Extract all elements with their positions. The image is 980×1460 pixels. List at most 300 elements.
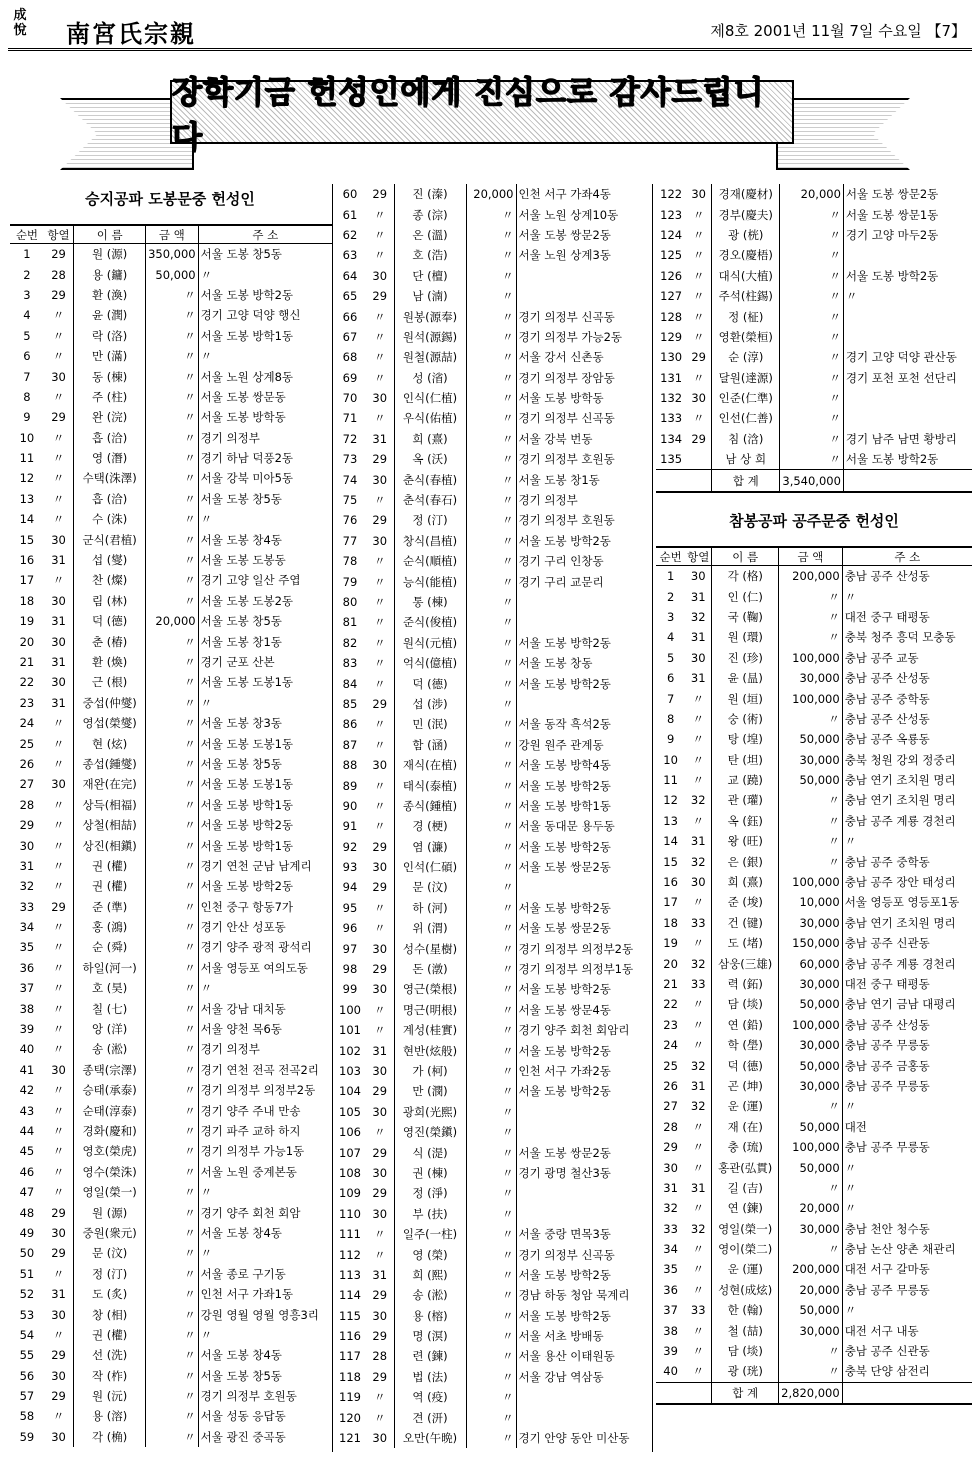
table-row <box>10 815 332 835</box>
row-name: 문 (汶) <box>394 877 466 897</box>
row-name: 역 (疫) <box>394 1387 466 1407</box>
row-number: 27 <box>663 1099 678 1114</box>
row-generation: 〃 <box>692 1364 704 1379</box>
row-number: 106 <box>339 1125 361 1140</box>
row-amount: 〃 <box>466 1061 516 1081</box>
row-name: 현 (炫) <box>74 733 146 753</box>
table-row <box>334 653 650 673</box>
row-number: 12 <box>663 793 678 808</box>
row-generation: 30 <box>51 593 66 608</box>
row-amount: 〃 <box>466 1163 516 1183</box>
row-generation: 29 <box>51 1389 66 1404</box>
row-address: 충남 공주 계룡 경천리 <box>844 956 956 971</box>
table-row <box>656 1300 972 1320</box>
table-row <box>10 693 332 713</box>
row-amount: 100,000 <box>779 1015 843 1035</box>
row-number: 35 <box>19 940 35 955</box>
row-amount: 〃 <box>466 368 516 388</box>
table-row <box>334 796 650 816</box>
table-row <box>10 1080 332 1100</box>
table-row <box>656 1076 972 1096</box>
row-amount: 〃 <box>146 529 199 549</box>
row-generation: 〃 <box>52 940 65 955</box>
row-name: 진 (珍) <box>712 648 779 668</box>
row-number: 6 <box>666 671 675 686</box>
row-address: 서울 강북 미아5동 <box>200 471 294 486</box>
table-row <box>656 204 972 224</box>
row-amount: 〃 <box>146 1406 199 1426</box>
row-amount: 50,000 <box>779 1117 843 1137</box>
row-generation: 〃 <box>374 1023 386 1038</box>
row-amount: 〃 <box>146 958 199 978</box>
table-row <box>10 591 332 611</box>
table-row <box>656 1117 972 1137</box>
row-name: 종식(鍾植) <box>394 796 466 816</box>
table-row <box>334 306 650 326</box>
table-row <box>334 551 650 571</box>
row-number: 73 <box>342 452 358 467</box>
row-name: 오만(午晩) <box>394 1428 466 1448</box>
row-number: 21 <box>19 655 35 669</box>
row-generation: 31 <box>690 589 706 604</box>
table-row <box>334 816 650 836</box>
row-generation: 30 <box>372 982 388 997</box>
row-number: 33 <box>663 1221 678 1236</box>
row-generation: 30 <box>690 875 706 890</box>
row-amount: 50,000 <box>779 1055 843 1075</box>
row-generation: 29 <box>51 1205 66 1220</box>
table-row <box>334 898 650 918</box>
row-amount: 30,000 <box>779 913 843 933</box>
row-name: 하일(河一) <box>74 958 146 978</box>
row-number: 87 <box>342 737 358 752</box>
row-address <box>516 266 650 286</box>
row-address: 경기 의정부 장암동 <box>518 370 615 385</box>
row-number: 34 <box>19 920 35 935</box>
table-row <box>10 856 332 876</box>
row-amount: 〃 <box>146 795 199 815</box>
table-row <box>10 509 332 529</box>
row-generation: 30 <box>372 391 388 406</box>
row-number: 96 <box>342 921 358 936</box>
row-generation: 31 <box>690 671 706 686</box>
row-generation: 29 <box>372 1186 388 1201</box>
table-row <box>334 1367 650 1387</box>
row-name: 왕 (旺) <box>712 831 779 851</box>
table-row <box>656 913 972 933</box>
col-header-name: 이 름 <box>712 547 779 566</box>
row-address: 서울 도봉 방학4동 <box>518 758 611 773</box>
row-name: 흡 (洽) <box>74 489 146 509</box>
table-row <box>656 688 972 708</box>
row-address: 경남 하동 청암 묵계리 <box>518 1288 630 1303</box>
row-name: 동 (棟) <box>74 366 146 386</box>
table-row <box>656 668 972 688</box>
row-address: 서울 도봉 방학2동 <box>518 1084 611 1099</box>
row-amount: 〃 <box>466 551 516 571</box>
row-name: 원 (垣) <box>712 688 779 708</box>
table-row <box>334 633 650 653</box>
row-address: 서울 도봉 창1동 <box>518 472 600 487</box>
row-amount: 〃 <box>466 1020 516 1040</box>
row-generation: 〃 <box>692 936 704 951</box>
row-amount: 〃 <box>780 225 844 245</box>
row-amount: 〃 <box>466 245 516 265</box>
row-amount: 〃 <box>466 1183 516 1203</box>
row-amount: 〃 <box>146 448 199 468</box>
row-number: 37 <box>19 981 35 996</box>
row-address <box>843 245 972 265</box>
row-name: 위 (渭) <box>394 918 466 938</box>
row-number: 62 <box>342 227 358 242</box>
row-address: 경기 양주 회천 회암리 <box>518 1023 630 1038</box>
row-generation: 30 <box>372 1104 388 1119</box>
banner-box <box>170 75 794 156</box>
row-number: 8 <box>23 389 31 404</box>
row-number: 64 <box>342 268 358 283</box>
table-row <box>10 1039 332 1059</box>
masthead-seal: 成悅 <box>13 8 27 38</box>
row-generation: 〃 <box>52 349 65 364</box>
row-address: 서울 도봉 쌍문2동 <box>845 187 939 202</box>
row-address: 경기 의정부 호원동 <box>200 1389 297 1404</box>
row-amount: 150,000 <box>779 933 843 953</box>
row-amount: 〃 <box>466 449 516 469</box>
row-generation: 30 <box>372 941 388 956</box>
row-address: 경기 고양 덕양 관산동 <box>845 350 957 365</box>
table-row <box>334 775 650 795</box>
row-number: 29 <box>19 818 35 833</box>
row-generation: 29 <box>51 1348 66 1363</box>
total-amount: 3,540,000 <box>780 470 844 492</box>
row-amount: 〃 <box>466 469 516 489</box>
row-number: 99 <box>342 982 358 997</box>
row-name: 영섭(榮燮) <box>74 713 146 733</box>
row-amount: 〃 <box>779 709 843 729</box>
row-amount: 〃 <box>780 204 844 224</box>
row-name: 숭 (術) <box>712 709 779 729</box>
row-generation: 〃 <box>692 1242 704 1257</box>
row-name: 태식(泰植) <box>394 775 466 795</box>
row-amount: 30,000 <box>779 668 843 688</box>
row-amount: 〃 <box>466 1407 516 1427</box>
row-number: 53 <box>19 1307 35 1322</box>
row-amount: 〃 <box>466 775 516 795</box>
table-row <box>10 285 332 305</box>
row-name: 원 (沅) <box>74 1386 146 1406</box>
row-name: 재식(在植) <box>394 755 466 775</box>
row-address <box>516 877 650 897</box>
row-address: 강원 원주 관계동 <box>518 737 604 752</box>
row-address: 〃 <box>844 589 857 604</box>
table-row <box>334 245 650 265</box>
row-name: 인석(仁碩) <box>394 857 466 877</box>
table-row <box>334 612 650 632</box>
row-number: 91 <box>342 819 358 834</box>
row-address: 서울 도봉 방학동 <box>518 391 604 406</box>
row-amount: 〃 <box>146 733 199 753</box>
row-address: 〃 <box>845 289 858 304</box>
row-amount: 〃 <box>466 979 516 999</box>
row-amount: 〃 <box>466 347 516 367</box>
row-address: 서울 도봉 창4동 <box>200 1225 282 1240</box>
page-header <box>8 6 972 51</box>
table-row <box>334 327 650 347</box>
row-address <box>516 1204 650 1224</box>
table-row <box>10 1182 332 1202</box>
row-name: 림 (林) <box>74 591 146 611</box>
row-address <box>516 1122 650 1142</box>
total-row <box>656 1382 972 1404</box>
row-generation: 31 <box>690 1078 706 1093</box>
row-generation: 30 <box>372 533 388 548</box>
row-number: 37 <box>663 1303 678 1318</box>
row-amount: 100,000 <box>779 688 843 708</box>
row-name: 운 (運) <box>712 1259 779 1279</box>
row-generation: 30 <box>372 860 388 875</box>
row-number: 59 <box>19 1429 35 1444</box>
table-row <box>10 448 332 468</box>
row-address: 서울 도봉 방학2동 <box>200 818 294 833</box>
row-number: 60 <box>342 187 358 202</box>
row-address: 경기 의정부 의정부1동 <box>518 962 634 977</box>
row-generation: 〃 <box>692 773 704 788</box>
table-row <box>656 1198 972 1218</box>
row-name: 능식(能植) <box>394 571 466 591</box>
row-amount: 200,000 <box>779 1259 843 1279</box>
row-generation: 30 <box>51 634 66 649</box>
row-address: 경기 구리 교문리 <box>518 574 604 589</box>
row-amount: 〃 <box>146 774 199 794</box>
row-generation: 〃 <box>52 858 65 873</box>
row-amount: 〃 <box>146 856 199 876</box>
total-amount: 2,820,000 <box>779 1382 843 1404</box>
row-generation: 32 <box>690 793 706 808</box>
row-amount: 50,000 <box>146 264 199 284</box>
row-generation: 32 <box>690 854 706 869</box>
table-row <box>656 953 972 973</box>
row-amount: 〃 <box>146 489 199 509</box>
table-row <box>334 673 650 693</box>
row-address: 서울 강서 신촌동 <box>518 350 604 365</box>
row-name: 성수(星樹) <box>394 938 466 958</box>
row-name: 법 (法) <box>394 1367 466 1387</box>
row-number: 130 <box>660 350 683 365</box>
row-number: 4 <box>666 630 675 645</box>
row-address: 경기 안산 성포동 <box>200 920 286 935</box>
row-number: 111 <box>339 1227 361 1242</box>
row-generation: 〃 <box>692 411 705 426</box>
row-name: 연 (鉛) <box>712 1015 779 1035</box>
table-row <box>10 550 332 570</box>
table-row <box>10 998 332 1018</box>
row-generation: 〃 <box>692 752 704 767</box>
row-number: 92 <box>342 839 358 854</box>
table-row <box>10 1202 332 1222</box>
row-name: 순 (淳) <box>712 347 780 367</box>
table-row <box>10 652 332 672</box>
row-number: 1 <box>23 247 31 262</box>
row-address: 충남 공주 교동 <box>844 650 919 665</box>
row-address: 서울 도봉 창4동 <box>200 532 282 547</box>
row-amount: 〃 <box>466 327 516 347</box>
row-generation: 〃 <box>374 574 386 589</box>
row-address <box>516 1387 650 1407</box>
row-name: 국 (鞠) <box>712 607 779 627</box>
row-address <box>516 286 650 306</box>
row-number: 47 <box>19 1185 35 1200</box>
row-number: 4 <box>23 308 31 323</box>
row-number: 48 <box>19 1205 35 1220</box>
row-number: 12 <box>19 471 35 486</box>
row-name: 달원(達源) <box>712 368 780 388</box>
row-name: 수택(洙澤) <box>74 468 146 488</box>
row-number: 44 <box>19 1123 35 1138</box>
row-amount: 20,000 <box>779 1198 843 1218</box>
row-name: 승태(承泰) <box>74 1080 146 1100</box>
row-amount: 〃 <box>146 937 199 957</box>
row-amount: 〃 <box>146 713 199 733</box>
row-generation: 30 <box>372 472 388 487</box>
col-header-amount: 금 액 <box>146 225 199 244</box>
row-address: 경기 구리 인창동 <box>518 554 604 569</box>
row-generation: 〃 <box>374 350 386 365</box>
row-address: 서울 광진 중곡동 <box>200 1429 286 1444</box>
row-number: 16 <box>663 875 678 890</box>
row-number: 70 <box>342 391 358 406</box>
row-generation: 〃 <box>374 248 386 263</box>
row-name: 통 (棟) <box>394 592 466 612</box>
table-row <box>334 1428 650 1448</box>
row-generation: 〃 <box>692 309 705 324</box>
table-row <box>656 566 972 587</box>
table-row <box>10 264 332 284</box>
row-generation: 〃 <box>52 716 65 731</box>
table-row <box>10 917 332 937</box>
row-name: 련 (鍊) <box>394 1346 466 1366</box>
row-generation: 〃 <box>52 328 65 343</box>
row-generation: 〃 <box>692 227 705 242</box>
table-row <box>334 592 650 612</box>
table-row <box>334 469 650 489</box>
row-address: 경기 의정부 의정부2동 <box>518 941 634 956</box>
row-address: 서울 도봉 도봉1동 <box>200 777 294 792</box>
row-number: 10 <box>19 430 35 445</box>
column-divider <box>332 184 333 1452</box>
row-number: 18 <box>19 593 35 608</box>
row-number: 55 <box>19 1348 35 1363</box>
table-row <box>656 607 972 627</box>
row-amount: 〃 <box>466 633 516 653</box>
row-amount: 〃 <box>779 1341 843 1361</box>
row-amount: 〃 <box>466 1326 516 1346</box>
col-header-address: 주 소 <box>198 225 332 244</box>
row-name: 현반(炫般) <box>394 1040 466 1060</box>
row-number: 56 <box>19 1368 35 1383</box>
row-generation: 29 <box>372 839 388 854</box>
table-row <box>656 770 972 790</box>
row-name: 은 (銀) <box>712 851 779 871</box>
row-address: 대전 <box>844 1119 867 1134</box>
table-row <box>334 877 650 897</box>
row-amount: 〃 <box>466 592 516 612</box>
row-amount: 〃 <box>466 1346 516 1366</box>
row-number: 5 <box>23 328 31 343</box>
row-name: 식 (湜) <box>394 1142 466 1162</box>
row-address: 서울 도봉 쌍문2동 <box>518 1145 611 1160</box>
row-address: 〃 <box>844 1180 857 1195</box>
row-number: 9 <box>23 410 31 425</box>
row-amount: 30,000 <box>779 1320 843 1340</box>
row-address: 서울 도봉 방학2동 <box>200 287 294 302</box>
table-row <box>10 1345 332 1365</box>
row-generation: 〃 <box>52 1409 65 1424</box>
row-name: 원 (源) <box>74 1202 146 1222</box>
row-generation: 30 <box>691 187 706 202</box>
row-name: 영일(榮一) <box>712 1219 779 1239</box>
row-number: 88 <box>342 758 358 773</box>
table-row <box>656 388 972 408</box>
row-number: 9 <box>666 732 675 747</box>
row-number: 1 <box>666 569 675 584</box>
row-number: 107 <box>339 1145 361 1160</box>
row-name: 가 (柯) <box>394 1061 466 1081</box>
row-address: 경기 고양 일산 주엽 <box>200 573 301 588</box>
row-generation: 29 <box>372 880 388 895</box>
table-row <box>334 510 650 530</box>
row-amount: 〃 <box>466 918 516 938</box>
row-amount: 〃 <box>466 1285 516 1305</box>
row-generation: 〃 <box>374 595 386 609</box>
row-amount: 〃 <box>466 1102 516 1122</box>
row-address: 경기 하남 덕풍2동 <box>200 451 294 466</box>
row-generation: 〃 <box>692 732 704 747</box>
row-name: 덕 (德) <box>394 673 466 693</box>
row-generation: 〃 <box>692 1140 704 1155</box>
table-row <box>10 897 332 917</box>
row-amount: 〃 <box>146 1080 199 1100</box>
row-amount: 〃 <box>146 1365 199 1385</box>
row-amount: 〃 <box>466 571 516 591</box>
row-address: 경기 군포 산본 <box>200 655 275 669</box>
row-address: 〃 <box>200 267 213 282</box>
row-name: 한 (翰) <box>712 1300 779 1320</box>
row-address: 경기 의정부 신곡동 <box>518 411 615 426</box>
table-row <box>10 937 332 957</box>
row-address: 서울 도봉 창5동 <box>200 491 282 506</box>
table-row <box>10 1060 332 1080</box>
table-row <box>656 184 972 204</box>
row-amount: 〃 <box>466 1305 516 1325</box>
section1-column2 <box>334 184 650 1448</box>
row-generation: 〃 <box>374 309 386 324</box>
row-address: 강원 영월 영월 영흥3리 <box>200 1307 319 1322</box>
row-number: 15 <box>19 532 35 547</box>
row-amount: 〃 <box>466 1000 516 1020</box>
row-number: 104 <box>339 1084 361 1099</box>
table-row <box>656 831 972 851</box>
row-generation: 30 <box>51 369 66 384</box>
table-row <box>10 346 332 366</box>
row-generation: 〃 <box>374 921 386 936</box>
row-number: 52 <box>19 1287 35 1302</box>
row-name: 탕 (堭) <box>712 729 779 749</box>
row-amount: 〃 <box>780 449 844 470</box>
row-number: 6 <box>23 349 31 364</box>
row-number: 33 <box>19 899 35 914</box>
row-name: 춘석(春石) <box>394 490 466 510</box>
row-number: 113 <box>339 1267 361 1282</box>
